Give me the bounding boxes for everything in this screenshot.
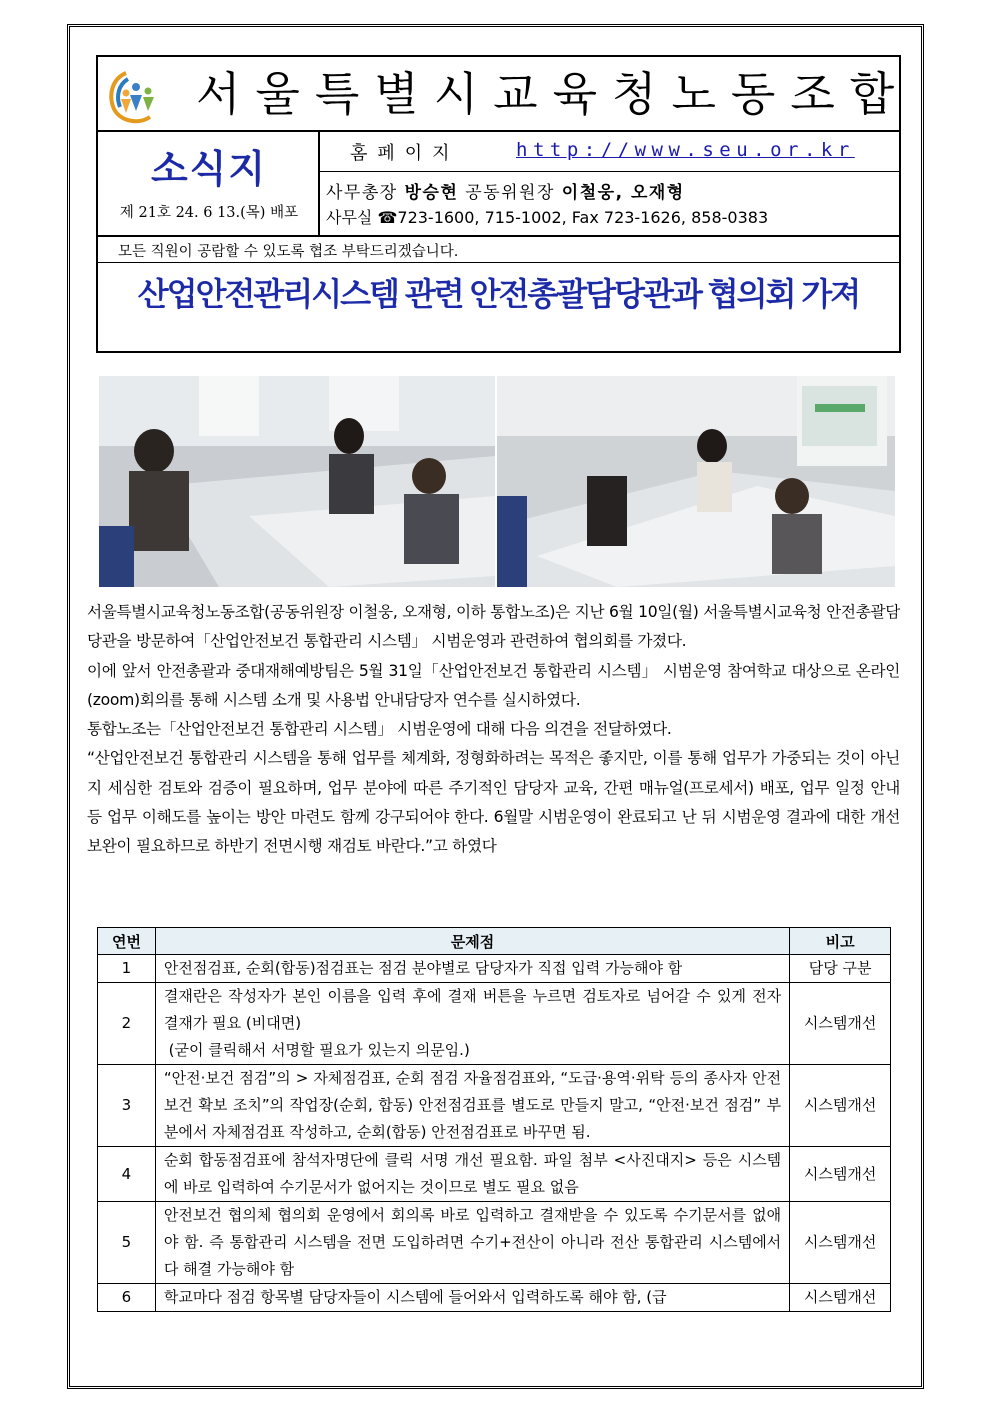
header-note: 비고 [790, 928, 891, 955]
row-issue: 안전점검표, 순회(합동)점검표는 점검 분야별로 담당자가 직접 입력 가능해야 함 [155, 955, 789, 983]
org-name: 서울특별시교육청노동조합 [196, 67, 910, 121]
row-no: 5 [98, 1202, 156, 1284]
row-issue-main: 결재란은 작성자가 본인 이름을 입력 후에 결재 버튼을 누르면 검토자로 넘어갈 수 있게 전자 결재가 필요 (비대면) [163, 987, 782, 1032]
row-issue: 학교마다 점검 항목별 담당자들이 시스템에 들어와서 입력하도록 해야 함, (급 [155, 1284, 789, 1312]
row-issue-extra: (굳이 클릭해서 서명할 필요가 있는지 의문임.) [163, 1041, 470, 1059]
table-row [98, 1065, 891, 1147]
homepage-link[interactable]: http://www.seu.or.kr [516, 139, 855, 161]
row-note: 시스템개선 [790, 1284, 891, 1312]
body-paragraph-3: 통합노조는「산업안전보건 통합관리 시스템」 시범운영에 대해 다음 의견을 전달하였다. [87, 720, 672, 739]
contact-block [320, 173, 899, 235]
table-row [98, 1202, 891, 1284]
row-note: 시스템개선 [790, 1202, 891, 1284]
table-header-row [98, 928, 891, 955]
officers-middle: 공동위원장 [458, 183, 562, 203]
office-contact: 사무실 ☎723-1600, 715-1002, Fax 723-1626, 858-0383 [326, 208, 769, 227]
table-row [98, 955, 891, 983]
article-body [87, 598, 900, 862]
row-no: 6 [98, 1284, 156, 1312]
issues-table [97, 927, 891, 1312]
union-logo [106, 65, 164, 125]
row-note: 시스템개선 [790, 983, 891, 1065]
issue-info: 제 21호 24. 6 13.(목) 배포 [119, 205, 299, 221]
row-issue: 안전보건 협의체 협의회 운영에서 회의록 바로 입력하고 결재받을 수 있도록 수기문서를 없애야 함. 즉 통합관리 시스템을 전면 도입하려면 수기+전산이 아니라 전산 통합관리 시스템에서 다 해결 가능해야 함 [155, 1202, 789, 1284]
masthead-cell [98, 132, 320, 235]
row-no: 3 [98, 1065, 156, 1147]
body-paragraph-2: 이에 앞서 안전총괄과 중대재해예방팀은 5월 31일「산업안전보건 통합관리 시스템」 시범운영 참여학교 대상으로 온라인(zoom)회의를 통해 시스템 소개 및 사용법 안내담당자 연수를 실시하였다. [87, 661, 900, 709]
homepage-label: 홈페이지 [350, 143, 460, 164]
row-note: 시스템개선 [790, 1065, 891, 1147]
newsletter-header [96, 55, 910, 353]
row-issue: 순회 합동점검표에 참석자명단에 클릭 서명 개선 필요함. 파일 첨부 <사진대지> 등은 시스템에 바로 입력하여 수기문서가 없어지는 것이므로 별도 필요 없음 [155, 1147, 789, 1202]
co-chairs-names: 이철웅, 오재형 [561, 183, 685, 203]
table-row [98, 1284, 891, 1312]
newsletter-label: 소식지 [150, 149, 268, 191]
homepage-row [320, 132, 899, 172]
body-paragraph-4: “산업안전보건 통합관리 시스템을 통해 업무를 체계화, 정형화하려는 목적은 좋지만, 이를 통해 업무가 가중되는 것이 아닌지 세심한 검토와 검증이 필요하며, 업무 분야에 따른 주기적인 담당자 교육, 간편 매뉴얼(프로세서) 배포, 업무 일정 안내 등 업무 이해도를 높이는 방안 마련도 함께 강구되어야 한다. 6월말 시범운영이 완료되고 난 뒤 시범운영 결과에 대한 개선보완이 필요하므로 하반기 전면시행 재검토 바란다.”고 하였다 [87, 749, 900, 856]
officers-line [326, 178, 685, 203]
row-no: 2 [98, 983, 156, 1065]
meeting-photo-right [497, 376, 895, 587]
row-no: 1 [98, 955, 156, 983]
header-no: 연번 [98, 928, 156, 955]
officers-prefix: 사무총장 [326, 183, 405, 203]
secretary-general-name: 방승현 [404, 183, 459, 203]
row-issue: “안전·보건 점검”의 > 자체점검표, 순회 점검 자율점검표와, “도급·용역·위탁 등의 종사자 안전보건 확보 조치”의 작업장(순회, 합동) 안전점검표를 별도로 만들지 말고, “안전·보건 점검” 부분에서 자체점검표 작성하고, 순회(합동) 안전점검표로 바꾸면 됨. [155, 1065, 789, 1147]
notice-text: 모든 직원이 공람할 수 있도록 협조 부탁드리겠습니다. [118, 244, 459, 260]
info-row [98, 132, 899, 237]
table-row [98, 1147, 891, 1202]
body-paragraph-1: 서울특별시교육청노동조합(공동위원장 이철웅, 오재형, 이하 통합노조)은 지난 6월 10일(월) 서울특별시교육청 안전총괄담당관을 방문하여「산업안전보건 통합관리 시스템」 시범운영과 관련하여 협의회를 가졌다. [87, 603, 900, 651]
row-note: 시스템개선 [790, 1147, 891, 1202]
row-issue [155, 983, 789, 1065]
headline: 산업안전관리시스템 관련 안전총괄담당관과 협의회 가져 [137, 276, 860, 312]
title-row [98, 57, 910, 132]
header-issue: 문제점 [155, 928, 789, 955]
row-no: 4 [98, 1147, 156, 1202]
row-note: 담당 구분 [790, 955, 891, 983]
table-row [98, 983, 891, 1065]
notice-row [98, 237, 899, 263]
meeting-photo-left [99, 376, 495, 587]
